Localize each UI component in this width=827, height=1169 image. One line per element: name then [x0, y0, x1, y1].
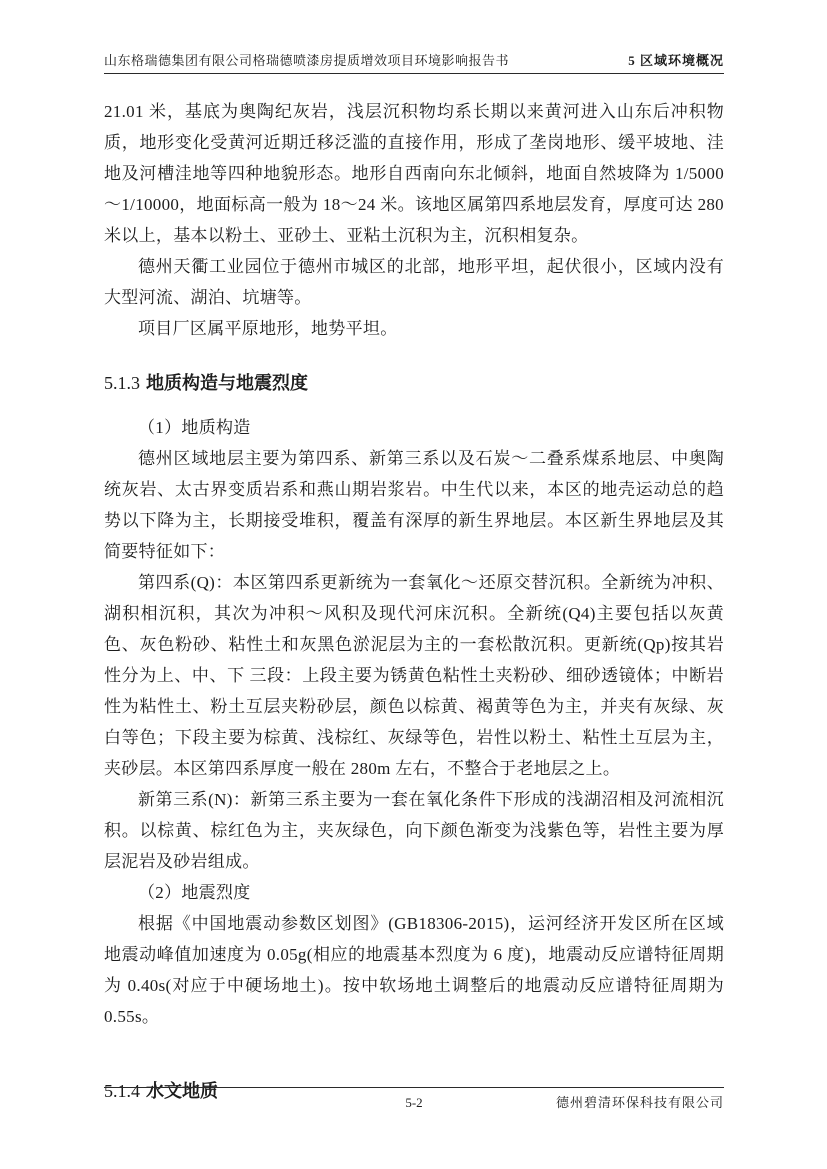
document-body: [104, 96, 724, 1120]
section-title: 水文地质: [146, 1081, 218, 1101]
paragraph-seismic-parameters: 根据《中国地震动参数区划图》(GB18306-2015)，运河经济开发区所在区域地震动峰值加速度为 0.05g(相应的地震基本烈度为 6 度)，地震动反应谱特征周期为 0.40s(对应于中硬场地土)。按中软场地土调整后的地震动反应谱特征周期为 0.55s。: [104, 914, 724, 1026]
section-number: 5.1.4: [104, 1081, 140, 1101]
page-footer: [104, 1087, 724, 1117]
paragraph-geomorphology-continuation: 21.01 米，基底为奥陶纪灰岩，浅层沉积物均系长期以来黄河进入山东后冲积物质，地形变化受黄河近期迁移泛滥的直接作用，形成了垄岗地形、缓平坡地、洼地及河槽洼地等四种地貌形态。地形自西南向东北倾斜，地面自然坡降为 1/5000～1/10000，地面标高一般为 18～24 米。该地区属第四系地层发育，厚度可达 280 米以上，基本以粉土、亚砂土、亚粘土沉积为主，沉积相复杂。: [104, 102, 724, 245]
page-header: [104, 52, 724, 74]
paragraph-project-site: 项目厂区属平原地形，地势平坦。: [138, 319, 398, 338]
page-number: 5-2: [405, 1095, 423, 1110]
paragraph-quaternary-system: 第四系(Q)：本区第四系更新统为一套氧化～还原交替沉积。全新统为冲积、湖积相沉积，其次为冲积～风积及现代河床沉积。全新统(Q4)主要包括以灰黄色、灰色粉砂、粘性土和灰黑色淤泥层为主的一套松散沉积。更新统(Qp)按其岩性分为上、中、下 三段：上段主要为锈黄色粘性土夹粉砂、细砂透镜体；中断岩性为粘性土、粉土互层夹粉砂层，颜色以棕黄、褐黄等色为主，并夹有灰绿、灰白等色；下段主要为棕黄、浅棕红、灰绿等色，岩性以粉土、粘性土互层为主，夹砂层。本区第四系厚度一般在 280m 左右，不整合于老地层之上。: [104, 573, 724, 778]
header-chapter-label: 5 区域环境概况: [628, 53, 724, 68]
paragraph-neogene-system: 新第三系(N)：新第三系主要为一套在氧化条件下形成的浅湖沼相及河流相沉积。以棕黄、棕红色为主，夹灰绿色，向下颜色渐变为浅紫色等，岩性主要为厚层泥岩及砂岩组成。: [104, 790, 724, 871]
paragraph-regional-strata: 德州区域地层主要为第四系、新第三系以及石炭～二叠系煤系地层、中奥陶统灰岩、太古界变质岩系和燕山期岩浆岩。中生代以来，本区的地壳运动总的趋势以下降为主，长期接受堆积，覆盖有深厚的新生界地层。本区新生界地层及其简要特征如下：: [104, 449, 724, 561]
section-heading-5-1-3: [104, 368, 724, 399]
subsection-label-geologic-structure: （1）地质构造: [138, 418, 251, 437]
header-doc-title: 山东格瑞德集团有限公司格瑞德喷漆房提质增效项目环境影响报告书: [104, 53, 510, 68]
section-title: 地质构造与地震烈度: [146, 373, 308, 393]
footer-company-name: 德州碧清环保科技有限公司: [555, 1095, 724, 1110]
paragraph-industrial-park: 德州天衢工业园位于德州市城区的北部，地形平坦，起伏很小，区域内没有大型河流、湖泊、坑塘等。: [104, 257, 724, 307]
section-number: 5.1.3: [104, 373, 140, 393]
subsection-label-seismic-intensity: （2）地震烈度: [138, 883, 251, 902]
